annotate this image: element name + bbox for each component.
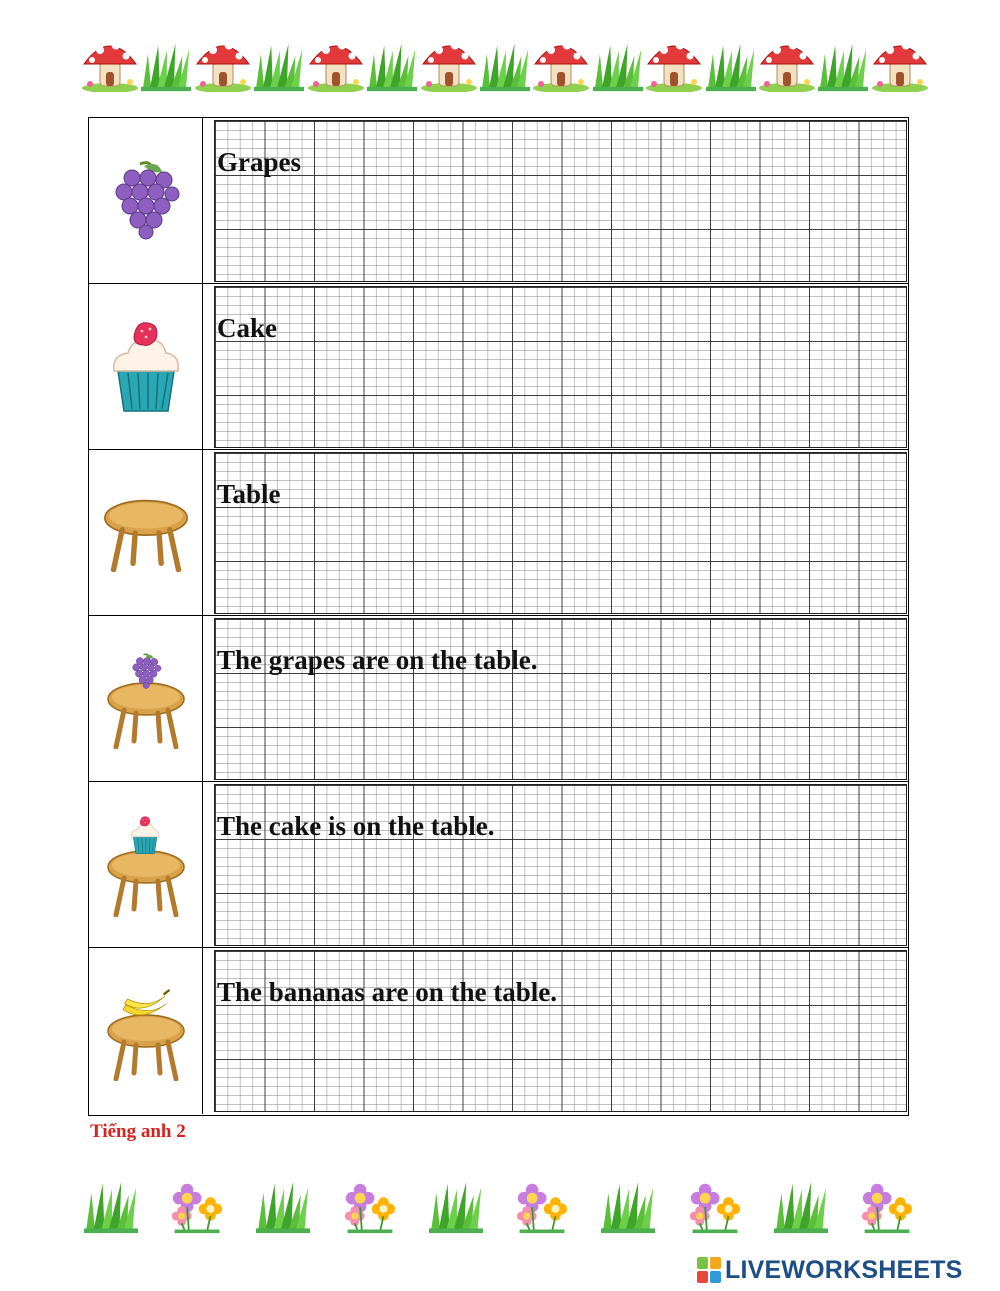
bananas-on-table-icon (102, 981, 190, 1081)
flowers-icon (514, 1182, 570, 1234)
brand-name: LIVEWORKSHEETS (725, 1255, 963, 1284)
grass-icon (366, 42, 418, 92)
cupcake-icon (110, 319, 182, 415)
mushroom-icon (419, 32, 479, 92)
grass-icon (253, 42, 305, 92)
handwriting-grid[interactable] (214, 784, 907, 946)
practice-word: Table (217, 479, 281, 509)
grass-icon (592, 42, 644, 92)
grass-icon (479, 42, 531, 92)
flowers-icon (687, 1182, 743, 1234)
grapes-icon (110, 160, 182, 242)
grass-icon (705, 42, 757, 92)
grass-icon (597, 1180, 659, 1234)
grass-icon (80, 1180, 142, 1234)
practice-word: The cake is on the table. (217, 811, 495, 841)
mushroom-icon (306, 32, 366, 92)
practice-row (89, 782, 908, 948)
subject-label: Tiếng anh 2 (90, 1121, 186, 1142)
mushroom-icon (193, 32, 253, 92)
top-decorative-border (80, 30, 930, 92)
writing-practice-table (88, 117, 909, 1116)
practice-row (89, 284, 908, 450)
grass-icon (817, 42, 869, 92)
practice-row (89, 118, 908, 284)
practice-word: Grapes (217, 147, 301, 177)
bottom-decorative-border (80, 1172, 915, 1234)
handwriting-grid[interactable] (214, 618, 907, 780)
picture-cell (89, 616, 203, 781)
practice-row (89, 948, 908, 1114)
practice-word: The bananas are on the table. (217, 977, 558, 1007)
practice-row (89, 450, 908, 616)
handwriting-grid[interactable] (214, 950, 907, 1112)
grapes-on-table-icon (102, 649, 190, 749)
picture-cell (89, 948, 203, 1114)
grass-icon (140, 42, 192, 92)
live-logo-icon (697, 1257, 721, 1283)
table-icon (102, 494, 190, 572)
practice-word: The grapes are on the table. (217, 645, 538, 675)
mushroom-icon (644, 32, 704, 92)
picture-cell (89, 284, 203, 449)
handwriting-grid[interactable] (214, 452, 907, 614)
mushroom-icon (531, 32, 591, 92)
cake-on-table-icon (102, 813, 190, 917)
practice-row (89, 616, 908, 782)
mushroom-icon (757, 32, 817, 92)
grass-icon (770, 1180, 832, 1234)
handwriting-grid[interactable] (214, 120, 907, 282)
flowers-icon (859, 1182, 915, 1234)
mushroom-icon (870, 32, 930, 92)
grass-icon (252, 1180, 314, 1234)
flowers-icon (169, 1182, 225, 1234)
picture-cell (89, 118, 203, 283)
flowers-icon (342, 1182, 398, 1234)
picture-cell (89, 782, 203, 947)
grass-icon (425, 1180, 487, 1234)
handwriting-grid[interactable] (214, 286, 907, 448)
practice-word: Cake (217, 313, 277, 343)
picture-cell (89, 450, 203, 615)
mushroom-icon (80, 32, 140, 92)
liveworksheets-logo[interactable] (697, 1255, 963, 1285)
